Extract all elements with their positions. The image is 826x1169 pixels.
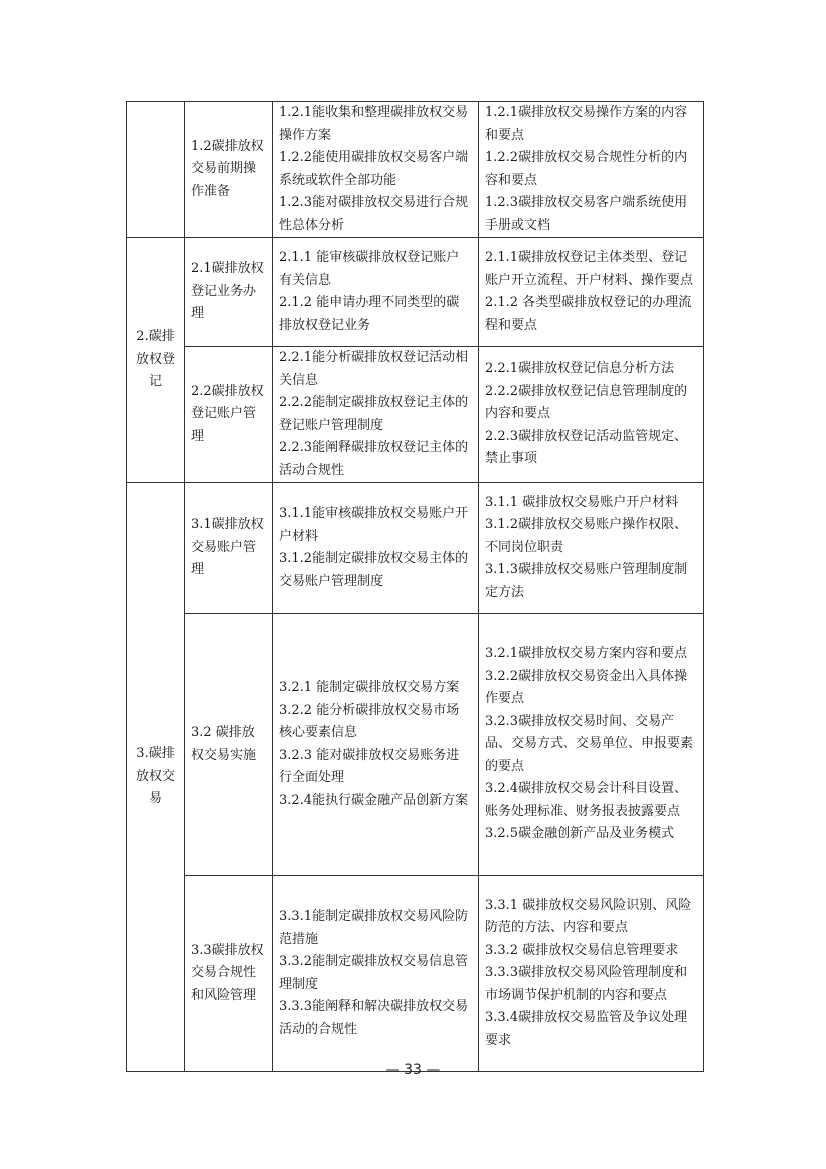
knowledge-item: 2.1.2 各类型碳排放权登记的办理流程和要点 bbox=[485, 295, 692, 333]
skills-cell bbox=[273, 614, 479, 876]
skill-item: 2.2.2能制定碳排放权登记主体的登记账户管理制度 bbox=[279, 395, 469, 433]
knowledge-item: 3.2.3碳排放权交易时间、交易产品、交易方式、交易单位、申报要素的要点 bbox=[485, 713, 694, 774]
skill-item: 1.2.3能对碳排放权交易进行合规性总体分析 bbox=[279, 195, 469, 233]
skills-cell bbox=[273, 238, 479, 347]
knowledge-item: 1.2.1碳排放权交易操作方案的内容和要点 bbox=[485, 105, 688, 143]
table-row bbox=[127, 483, 704, 614]
module-cell-3: 3.碳排放权交易 bbox=[127, 483, 185, 1072]
skill-item: 3.2.2 能分析碳排放权交易市场核心要素信息 bbox=[279, 702, 460, 740]
skill-item: 1.2.2能使用碳排放权交易客户端系统或软件全部功能 bbox=[279, 150, 469, 188]
skill-item: 2.2.1能分析碳排放权登记活动相关信息 bbox=[279, 350, 469, 388]
knowledge-item: 3.1.1 碳排放权交易账户开户材料 bbox=[485, 494, 679, 510]
knowledge-cell bbox=[479, 102, 704, 238]
skills-cell bbox=[273, 347, 479, 483]
unit-cell: 1.2碳排放权交易前期操作准备 bbox=[185, 102, 273, 238]
knowledge-item: 3.3.3碳排放权交易风险管理制度和市场调节保护机制的内容和要点 bbox=[485, 965, 688, 1003]
skill-item: 3.2.1 能制定碳排放权交易方案 bbox=[279, 680, 460, 695]
competency-table bbox=[126, 101, 704, 1072]
knowledge-item: 3.3.4碳排放权交易监管及争议处理要求 bbox=[485, 1010, 688, 1048]
knowledge-item: 2.2.2碳排放权登记信息管理制度的内容和要点 bbox=[485, 383, 688, 422]
unit-cell: 2.2碳排放权登记账户管理 bbox=[185, 347, 273, 483]
knowledge-item: 3.2.4碳排放权交易会计科目设置、账务处理标准、财务报表披露要点 bbox=[485, 781, 688, 819]
table-row bbox=[127, 876, 704, 1072]
unit-cell: 3.1碳排放权交易账户管理 bbox=[185, 483, 273, 614]
skill-item: 2.2.3能阐释碳排放权登记主体的活动合规性 bbox=[279, 440, 469, 478]
knowledge-item: 2.1.1碳排放权登记主体类型、登记账户开立流程、开户材料、操作要点 bbox=[485, 250, 694, 288]
skill-item: 3.3.3能阐释和解决碳排放权交易活动的合规性 bbox=[279, 999, 469, 1037]
page-number: — 33 — bbox=[385, 1062, 441, 1078]
knowledge-item: 3.1.2碳排放权交易账户操作权限、不同岗位职责 bbox=[485, 517, 688, 555]
skill-item: 1.2.1能收集和整理碳排放权交易操作方案 bbox=[279, 105, 469, 143]
knowledge-item: 2.2.1碳排放权登记信息分析方法 bbox=[485, 361, 675, 377]
knowledge-cell bbox=[479, 238, 704, 347]
module-cell-2: 2.碳排放权登记 bbox=[127, 238, 185, 483]
skill-item: 2.1.2 能申请办理不同类型的碳排放权登记业务 bbox=[279, 295, 460, 333]
table-row bbox=[127, 347, 704, 483]
unit-cell: 2.1碳排放权登记业务办理 bbox=[185, 238, 273, 347]
skill-item: 3.2.3 能对碳排放权交易账务进行全面处理 bbox=[279, 747, 460, 785]
table-row bbox=[127, 238, 704, 347]
skill-item: 3.1.2能制定碳排放权交易主体的交易账户管理制度 bbox=[279, 551, 469, 589]
knowledge-cell bbox=[479, 483, 704, 614]
knowledge-item: 3.2.5碳金融创新产品及业务模式 bbox=[485, 826, 675, 842]
skill-item: 3.2.4能执行碳金融产品创新方案 bbox=[279, 792, 469, 808]
skills-cell bbox=[273, 102, 479, 238]
module-cell-1 bbox=[127, 102, 185, 238]
skill-item: 2.1.1 能审核碳排放权登记账户有关信息 bbox=[279, 250, 460, 288]
knowledge-cell bbox=[479, 347, 704, 483]
knowledge-item: 3.2.1碳排放权交易方案内容和要点 bbox=[485, 646, 688, 662]
knowledge-cell bbox=[479, 614, 704, 876]
knowledge-item: 2.2.3碳排放权登记活动监管规定、禁止事项 bbox=[485, 428, 688, 467]
knowledge-item: 3.3.1 碳排放权交易风险识别、风险防范的方法、内容和要点 bbox=[485, 897, 692, 936]
skills-cell bbox=[273, 483, 479, 614]
skills-cell bbox=[273, 876, 479, 1072]
table-row bbox=[127, 614, 704, 876]
knowledge-item: 3.3.2 碳排放权交易信息管理要求 bbox=[485, 942, 679, 958]
skill-item: 3.3.1能制定碳排放权交易风险防范措施 bbox=[279, 909, 469, 947]
unit-cell: 3.3碳排放权交易合规性和风险管理 bbox=[185, 876, 273, 1072]
table-row bbox=[127, 102, 704, 238]
knowledge-item: 1.2.3碳排放权交易客户端系统使用手册或文档 bbox=[485, 195, 688, 233]
skill-item: 3.3.2能制定碳排放权交易信息管理制度 bbox=[279, 954, 469, 992]
knowledge-cell bbox=[479, 876, 704, 1072]
knowledge-item: 1.2.2碳排放权交易合规性分析的内容和要点 bbox=[485, 150, 688, 188]
knowledge-item: 3.1.3碳排放权交易账户管理制度制定方法 bbox=[485, 562, 688, 600]
unit-cell: 3.2 碳排放权交易实施 bbox=[185, 614, 273, 876]
knowledge-item: 3.2.2碳排放权交易资金出入具体操作要点 bbox=[485, 668, 688, 707]
skill-item: 3.1.1能审核碳排放权交易账户开户材料 bbox=[279, 506, 469, 544]
